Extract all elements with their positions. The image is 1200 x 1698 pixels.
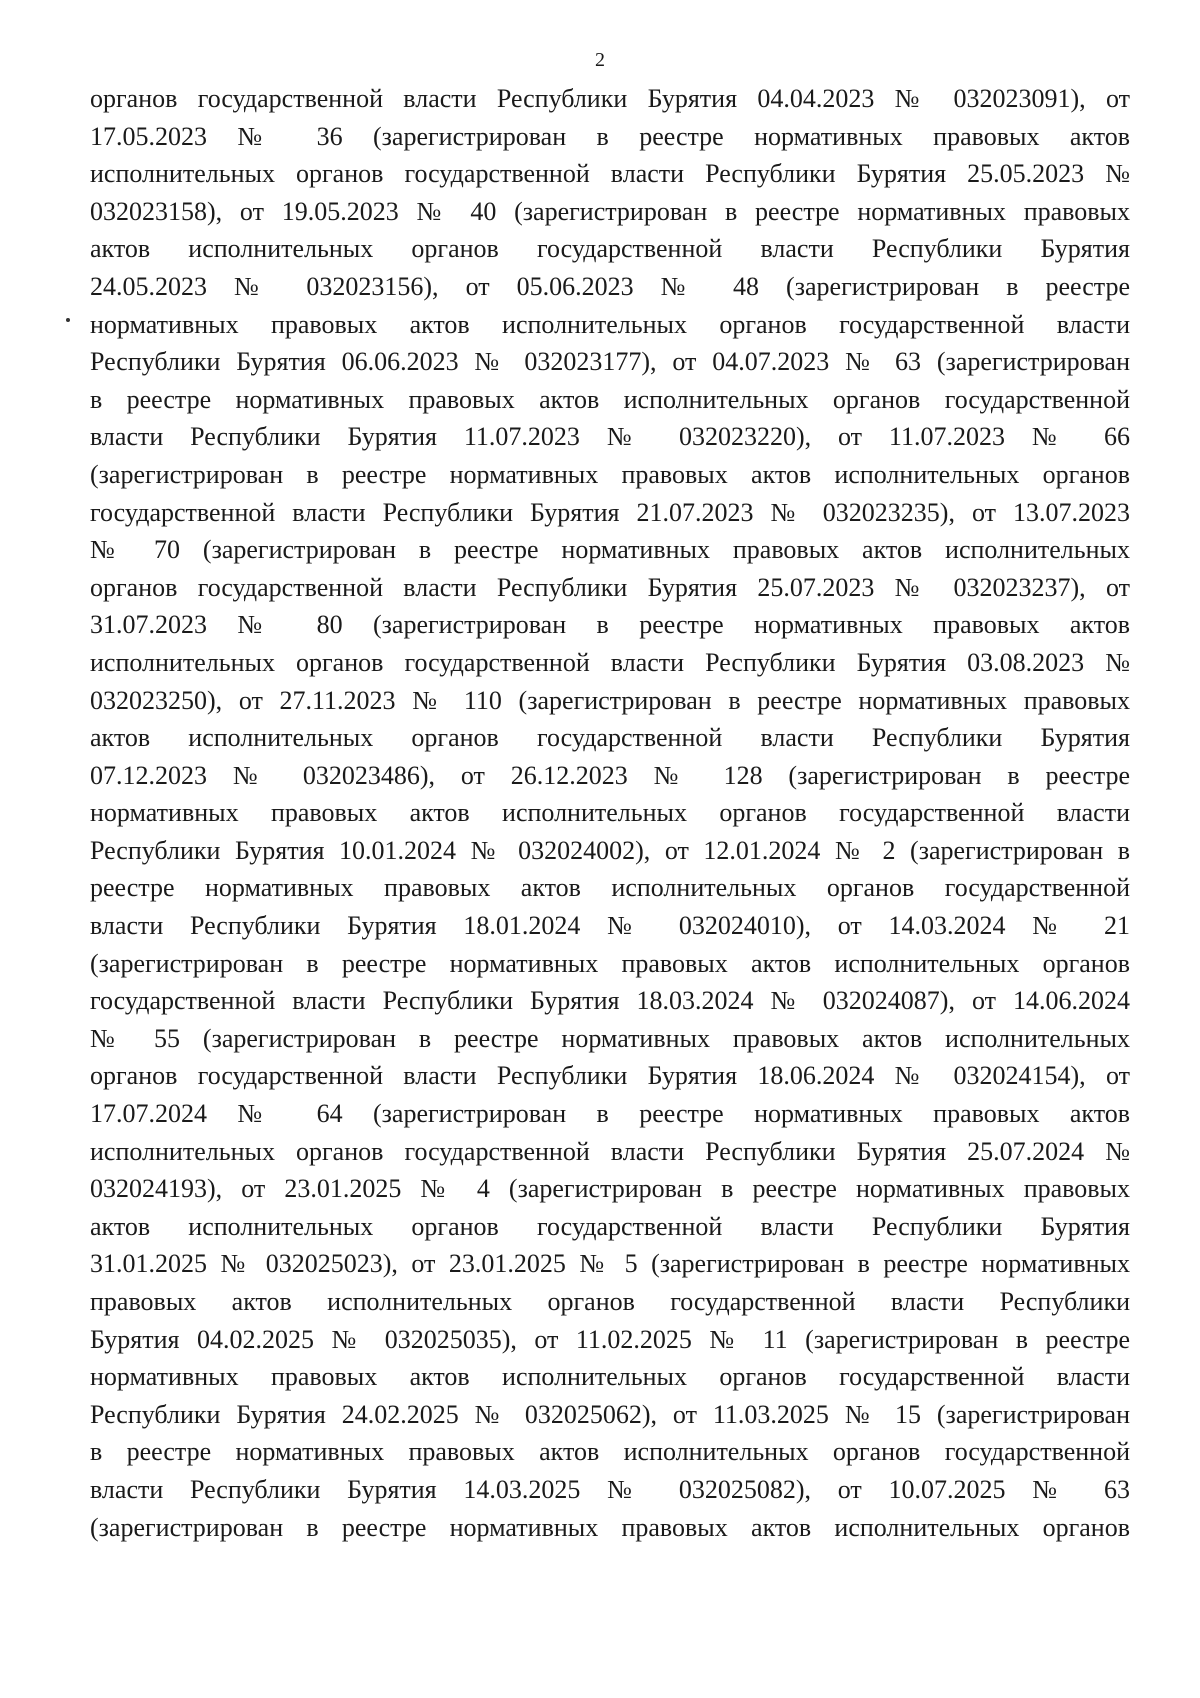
text-line: нормативных правовых актов исполнительных органов государственной власти xyxy=(90,798,1130,828)
text-line: актов исполнительных органов государственной власти Республики Бурятия xyxy=(90,723,1130,753)
text-line: (зарегистрирован в реестре нормативных правовых актов исполнительных органов xyxy=(90,459,1130,489)
text-line: органов государственной власти Республики Бурятия 18.06.2024 № 032024154), от xyxy=(90,1061,1130,1091)
text-line: в реестре нормативных правовых актов исполнительных органов государственной xyxy=(90,1437,1130,1467)
text-line: 032023158), от 19.05.2023 № 40 (зарегистрирован в реестре нормативных правовых xyxy=(90,196,1130,226)
text-line: 17.05.2023 № 36 (зарегистрирован в реестре нормативных правовых актов xyxy=(90,121,1130,151)
text-line: нормативных правовых актов исполнительных органов государственной власти xyxy=(90,309,1130,339)
text-line: 17.07.2024 № 64 (зарегистрирован в реестре нормативных правовых актов xyxy=(90,1099,1130,1129)
text-line: Республики Бурятия 06.06.2023 № 032023177), от 04.07.2023 № 63 (зарегистрирован xyxy=(90,347,1130,377)
text-line: нормативных правовых актов исполнительных органов государственной власти xyxy=(90,1362,1130,1392)
text-line: органов государственной власти Республики Бурятия 25.07.2023 № 032023237), от xyxy=(90,572,1130,602)
text-line: государственной власти Республики Бурятия 21.07.2023 № 032023235), от 13.07.2023 xyxy=(90,497,1130,527)
page-number: 2 xyxy=(595,49,605,71)
text-line: актов исполнительных органов государственной власти Республики Бурятия xyxy=(90,1211,1130,1241)
body-text xyxy=(90,80,1130,1546)
text-line: (зарегистрирован в реестре нормативных правовых актов исполнительных органов xyxy=(90,1512,1130,1542)
text-line: государственной власти Республики Бурятия 18.03.2024 № 032024087), от 14.06.2024 xyxy=(90,986,1130,1016)
text-line: в реестре нормативных правовых актов исполнительных органов государственной xyxy=(90,384,1130,414)
text-line: правовых актов исполнительных органов государственной власти Республики xyxy=(90,1287,1130,1316)
margin-mark xyxy=(66,318,70,322)
text-line: 07.12.2023 № 032023486), от 26.12.2023 № 128 (зарегистрирован в реестре xyxy=(90,760,1130,790)
text-line: 032023250), от 27.11.2023 № 110 (зарегистрирован в реестре нормативных правовых xyxy=(90,685,1130,715)
text-line: реестре нормативных правовых актов исполнительных органов государственной xyxy=(90,873,1130,903)
text-line: власти Республики Бурятия 14.03.2025 № 032025082), от 10.07.2025 № 63 xyxy=(90,1474,1130,1504)
text-line: 31.07.2023 № 80 (зарегистрирован в реестре нормативных правовых актов xyxy=(90,610,1130,640)
text-line: органов государственной власти Республики Бурятия 04.04.2023 № 032023091), от xyxy=(90,84,1130,113)
text-line: исполнительных органов государственной власти Республики Бурятия 03.08.2023 № xyxy=(90,647,1130,677)
text-line: № 70 (зарегистрирован в реестре нормативных правовых актов исполнительных xyxy=(90,535,1130,565)
text-line: Республики Бурятия 24.02.2025 № 032025062), от 11.03.2025 № 15 (зарегистрирован xyxy=(90,1399,1130,1429)
text-line: 24.05.2023 № 032023156), от 05.06.2023 № 48 (зарегистрирован в реестре xyxy=(90,271,1130,301)
text-line: Республики Бурятия 10.01.2024 № 032024002), от 12.01.2024 № 2 (зарегистрирован в xyxy=(90,835,1130,865)
text-line: власти Республики Бурятия 18.01.2024 № 032024010), от 14.03.2024 № 21 xyxy=(90,911,1130,941)
text-line: исполнительных органов государственной власти Республики Бурятия 25.05.2023 № xyxy=(90,159,1130,189)
text-line: Бурятия 04.02.2025 № 032025035), от 11.02.2025 № 11 (зарегистрирован в реестре xyxy=(90,1324,1130,1354)
text-line: власти Республики Бурятия 11.07.2023 № 032023220), от 11.07.2023 № 66 xyxy=(90,422,1130,452)
text-line: 31.01.2025 № 032025023), от 23.01.2025 № 5 (зарегистрирован в реестре нормативных xyxy=(90,1249,1130,1279)
text-line: № 55 (зарегистрирован в реестре нормативных правовых актов исполнительных xyxy=(90,1023,1130,1053)
text-line: 032024193), от 23.01.2025 № 4 (зарегистрирован в реестре нормативных правовых xyxy=(90,1174,1130,1204)
text-line: исполнительных органов государственной власти Республики Бурятия 25.07.2024 № xyxy=(90,1136,1130,1166)
text-line: актов исполнительных органов государственной власти Республики Бурятия xyxy=(90,234,1130,264)
text-line: (зарегистрирован в реестре нормативных правовых актов исполнительных органов xyxy=(90,948,1130,978)
